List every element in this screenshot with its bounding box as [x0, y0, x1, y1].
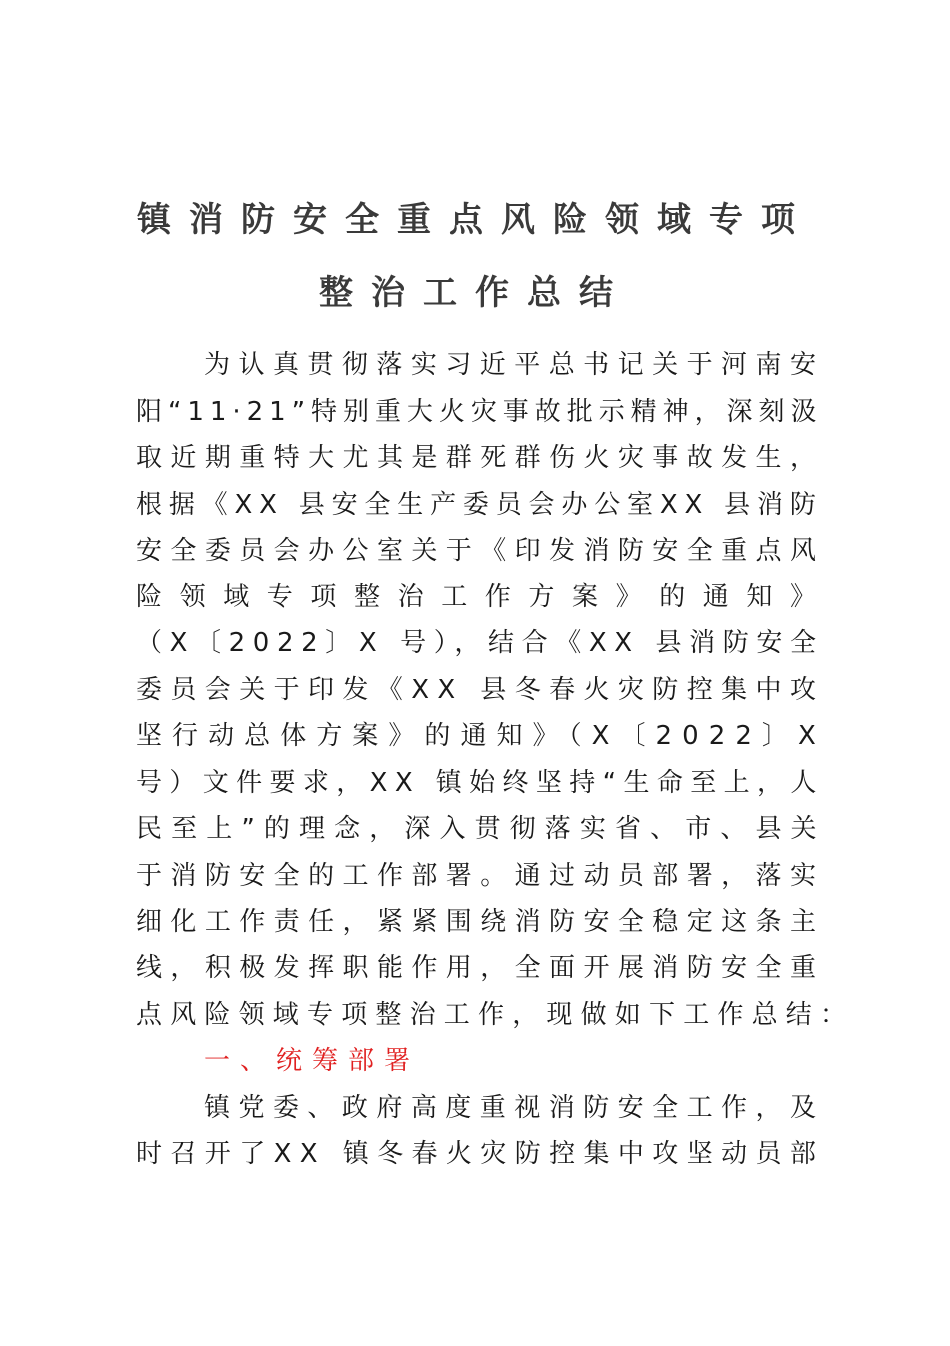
paragraph-1-line: 根据《XX 县安全生产委员会办公室XX 县消防 [136, 490, 823, 520]
paragraph-1-line: 取近期重特大尤其是群死群伤火灾事故发生， [136, 443, 825, 473]
paragraph-1-line: 民至上”的理念，深入贯彻落实省、市、县关 [136, 814, 826, 844]
section-heading: 一、统筹部署 [204, 1046, 421, 1076]
paragraph-1-line: 点风险领域专项整治工作，现做如下工作总结： [136, 1000, 855, 1030]
paragraph-1-line: 号）文件要求，XX 镇始终坚持“生命至上，人 [136, 768, 824, 798]
document-title-line-1: 镇消防安全重点风险领域专项 [137, 200, 813, 240]
document-title-line-2: 整治工作总结 [319, 273, 631, 313]
paragraph-1-line: 委员会关于印发《XX 县冬春火灾防控集中攻 [136, 675, 825, 705]
paragraph-1-line: 险领域专项整治工作方案》的通知》 [136, 582, 834, 612]
paragraph-1-line: 于消防安全的工作部署。通过动员部署，落实 [136, 861, 825, 891]
paragraph-1-line: 坚行动总体方案》的通知》（X〔2022〕X [136, 721, 826, 751]
paragraph-1-line: 阳“11·21”特别重大火灾事故批示精神，深刻汲 [136, 397, 823, 427]
paragraph-1-line: （X〔2022〕X 号），结合《XX 县消防安全 [136, 628, 824, 658]
paragraph-1-line: 细化工作责任，紧紧围绕消防安全稳定这条主 [136, 907, 825, 937]
paragraph-1-line: 为认真贯彻落实习近平总书记关于河南安 [204, 350, 825, 380]
paragraph-1-line: 线，积极发挥职能作用，全面开展消防安全重 [136, 953, 825, 983]
paragraph-2-line: 时召开了XX 镇冬春火灾防控集中攻坚动员部 [136, 1139, 825, 1169]
paragraph-1-line: 安全委员会办公室关于《印发消防安全重点风 [136, 536, 825, 566]
paragraph-2-line: 镇党委、政府高度重视消防安全工作，及 [204, 1093, 825, 1123]
